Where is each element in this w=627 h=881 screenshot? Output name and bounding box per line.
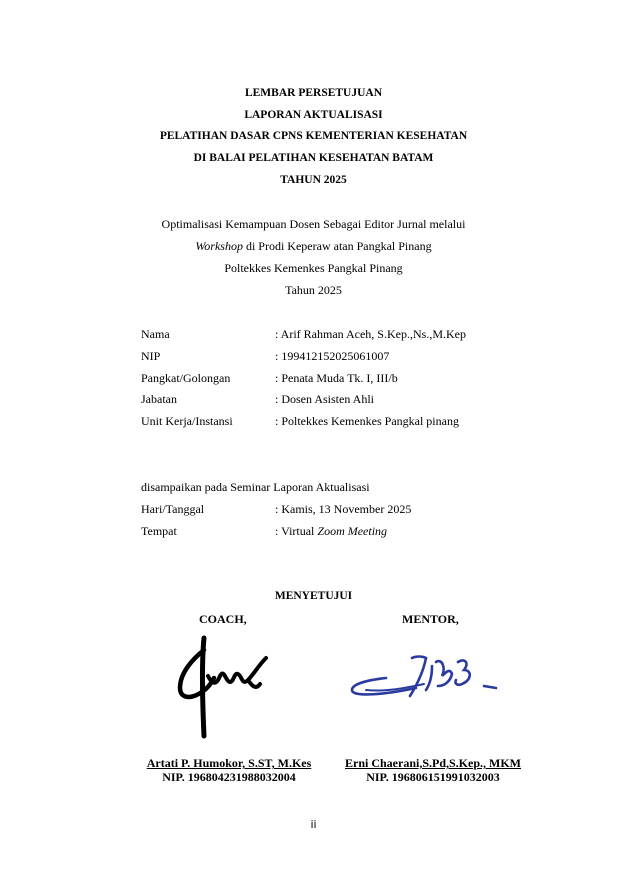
approval-title: MENYETUJUI — [274, 590, 353, 602]
report-title-rest: di Prodi Keperaw atan Pangkal Pinang — [242, 239, 432, 253]
header-line-2: LAPORAN AKTUALISASI — [244, 109, 383, 121]
identity-label: Jabatan — [141, 392, 177, 406]
identity-value: : Penata Muda Tk. I, III/b — [275, 371, 398, 385]
report-title-line-2 — [0, 239, 627, 254]
mentor-nip: NIP. 196806151991032003 — [366, 770, 500, 784]
identity-label: Nama — [141, 327, 170, 341]
page-number: ii — [310, 818, 317, 831]
seminar-place-value — [275, 524, 387, 539]
coach-name: Artati P. Humokor, S.ST, M.Kes — [146, 756, 312, 770]
mentor-signature — [346, 652, 506, 714]
report-title-line-1: Optimalisasi Kemampuan Dosen Sebagai Editor Jurnal melalui — [161, 217, 466, 231]
identity-value: : Poltekkes Kemenkes Pangkal pinang — [275, 414, 459, 428]
identity-label: Unit Kerja/Instansi — [141, 414, 233, 428]
report-title-italic: Workshop — [195, 239, 243, 253]
seminar-place-prefix: : Virtual — [275, 524, 318, 538]
identity-value: : 199412152025061007 — [275, 349, 390, 363]
seminar-place-label: Tempat — [141, 524, 177, 538]
coach-signature — [168, 632, 273, 740]
identity-label: Pangkat/Golongan — [141, 371, 231, 385]
header-line-1: LEMBAR PERSETUJUAN — [244, 87, 383, 99]
coach-role: COACH, — [199, 612, 247, 626]
coach-nip: NIP. 196804231988032004 — [162, 770, 296, 784]
header-line-4: DI BALAI PELATIHAN KESEHATAN BATAM — [193, 152, 434, 164]
seminar-place-italic: Zoom Meeting — [317, 524, 388, 538]
header-line-5: TAHUN 2025 — [280, 174, 347, 186]
header-line-3: PELATIHAN DASAR CPNS KEMENTERIAN KESEHATAN — [159, 130, 468, 142]
report-year: Tahun 2025 — [285, 283, 342, 297]
seminar-date-value: : Kamis, 13 November 2025 — [275, 502, 412, 516]
identity-value: : Arif Rahman Aceh, S.Kep.,Ns.,M.Kep — [275, 327, 466, 341]
identity-value: : Dosen Asisten Ahli — [275, 392, 375, 406]
mentor-name: Erni Chaerani,S.Pd,S.Kep., MKM — [344, 756, 521, 770]
mentor-role: MENTOR, — [402, 612, 459, 626]
identity-label: NIP — [141, 349, 161, 363]
seminar-intro: disampaikan pada Seminar Laporan Aktualisasi — [141, 480, 370, 494]
seminar-date-label: Hari/Tanggal — [141, 502, 205, 516]
report-institution: Poltekkes Kemenkes Pangkal Pinang — [224, 261, 403, 275]
